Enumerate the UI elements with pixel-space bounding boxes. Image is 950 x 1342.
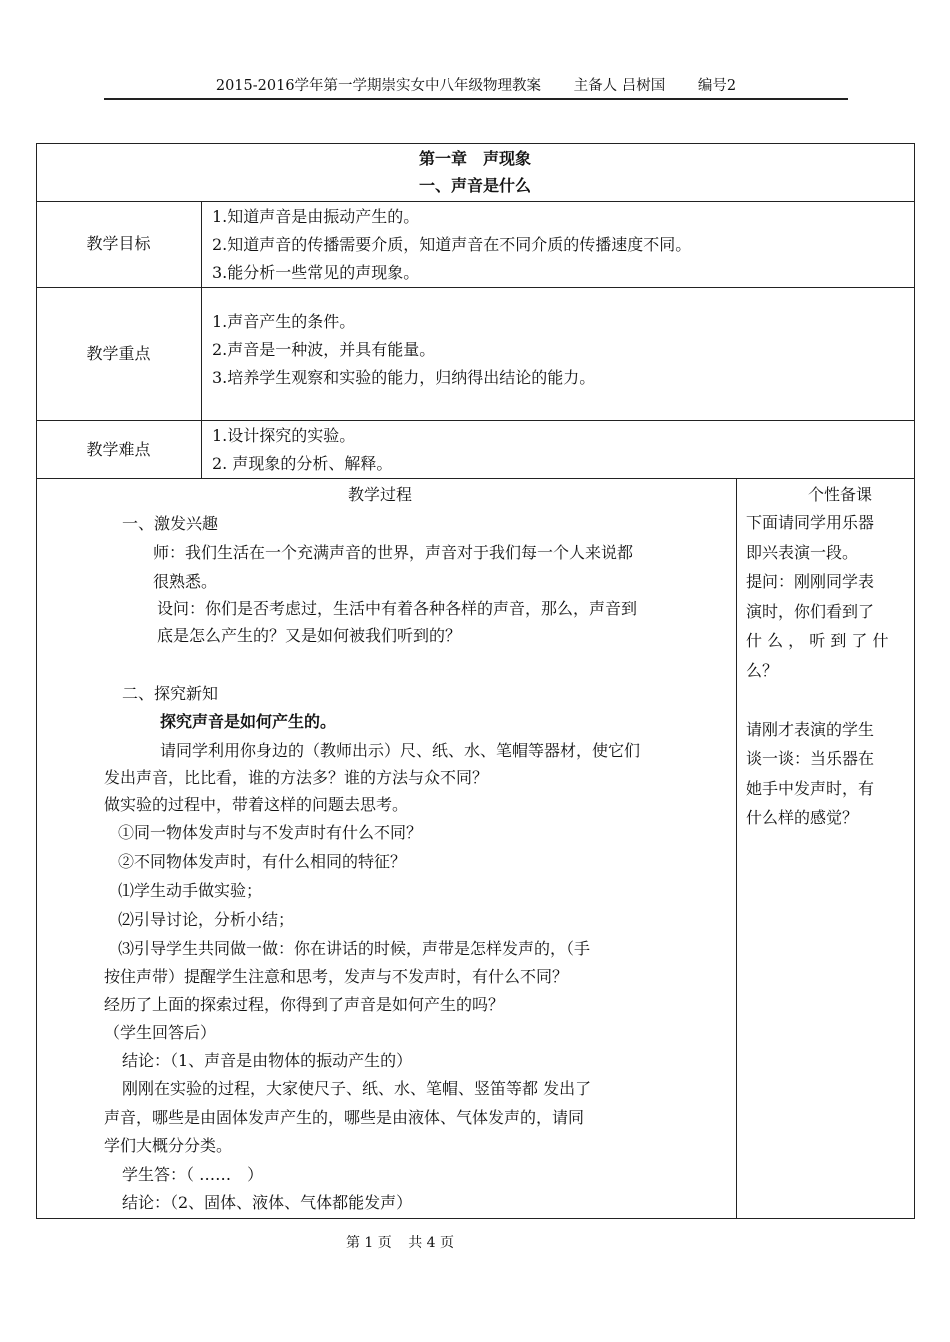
process-line: ⑶引导学生共同做一做：你在讲话的时候，声带是怎样发声的，（手 (118, 939, 591, 958)
process-line: 学生答：（ …… ） (122, 1165, 264, 1184)
lesson-title: 一、声音是什么 (418, 176, 531, 195)
header-number: 编号2 (697, 78, 737, 94)
personal-line: 么？ (746, 660, 779, 680)
personal-line: 演时，你们看到了 (746, 601, 875, 621)
process-subheading (160, 707, 336, 736)
difficulty-item: 2. 声现象的分析、解释。 (212, 454, 393, 473)
process-line: 发出声音，比比看，谁的方法多？谁的方法与众不同？ (104, 768, 489, 787)
difficulties-content (212, 422, 392, 478)
process-line: 按住声带）提醒学生注意和思考，发声与不发声时，有什么不同？ (104, 967, 569, 986)
process-line: 二、探究新知 (122, 684, 219, 703)
process-line: ②不同物体发声时，有什么相同的特征？ (118, 852, 407, 871)
process-line: 很熟悉。 (153, 572, 218, 591)
row-divider (36, 420, 915, 421)
process-line: 刚刚在实验的过程，大家使尺子、纸、水、笔帽、竖笛等都 发出了 (122, 1079, 592, 1098)
goals-label: 教学目标 (86, 234, 151, 253)
process-line: 结论：（2、固体、液体、气体都能发声） (122, 1193, 413, 1212)
page-number: 第 1 页 (345, 1235, 392, 1251)
page-total: 共 4 页 (408, 1235, 455, 1251)
personal-line: 谈一谈：当乐器在 (746, 749, 875, 768)
row-divider (36, 201, 915, 202)
goal-item: 1.知道声音是由振动产生的。 (212, 207, 420, 226)
row-divider (36, 478, 915, 479)
header-title: 2015-2016学年第一学期崇实女中八年级物理教案 (215, 78, 542, 94)
difficulties-label: 教学难点 (86, 440, 151, 459)
key-points-content (212, 308, 595, 392)
personal-line: 即兴表演一段。 (746, 542, 859, 562)
difficulty-item: 1.设计探究的实验。 (212, 426, 356, 445)
goal-item: 2.知道声音的传播需要介质，知道声音在不同介质的传播速度不同。 (212, 235, 692, 254)
process-line: （学生回答后） (104, 1023, 217, 1042)
personal-line: 请刚才表演的学生 (746, 719, 875, 739)
key-point-item: 3.培养学生观察和实验的能力，归纳得出结论的能力。 (212, 368, 596, 387)
column-divider (201, 201, 202, 478)
process-line: 结论：（1、声音是由物体的振动产生的） (122, 1051, 413, 1070)
personal-line: 她手中发声时，有 (746, 778, 875, 798)
key-point-item: 2.声音是一种波，并具有能量。 (212, 340, 436, 359)
process-line: 学们大概分分类。 (104, 1136, 233, 1155)
process-line: 设问：你们是否考虑过，生活中有着各种各样的声音，那么，声音到 (157, 599, 638, 618)
process-line: 声音，哪些是由固体发声产生的，哪些是由液体、气体发声的，请同 (104, 1108, 585, 1127)
personal-header: 个性备课 (808, 485, 873, 504)
goals-content (212, 203, 691, 287)
personal-notes (746, 508, 906, 833)
page-footer (0, 1232, 800, 1252)
personal-line: 什么样的感觉？ (746, 808, 859, 827)
page-header (104, 76, 848, 100)
row-divider (36, 287, 915, 288)
goal-item: 3.能分析一些常见的声现象。 (212, 263, 420, 282)
process-line: 底是怎么产生的？又是如何被我们听到的？ (157, 626, 462, 645)
key-point-item: 1.声音产生的条件。 (212, 312, 356, 331)
personal-line: 什 么 ， 听 到 了 什 (746, 631, 889, 650)
process-subheading-text: 探究声音是如何产生的。 (160, 712, 337, 731)
process-line: 经历了上面的探索过程，你得到了声音是如何产生的吗？ (104, 995, 505, 1014)
process-line: ⑴学生动手做实验； (118, 881, 263, 900)
chapter-title: 第一章 声现象 (418, 149, 531, 168)
process-line: 师：我们生活在一个充满声音的世界，声音对于我们每一个人来说都 (153, 543, 634, 562)
process-line: 一、激发兴趣 (122, 514, 219, 533)
process-header: 教学过程 (348, 485, 413, 504)
process-line: ①同一物体发声时与不发声时有什么不同？ (118, 823, 423, 842)
process-line: 做实验的过程中，带着这样的问题去思考。 (104, 795, 409, 814)
column-divider (736, 478, 737, 1219)
key-points-label: 教学重点 (86, 344, 151, 363)
process-line: 请同学利用你身边的（教师出示）尺、纸、水、笔帽等器材，使它们 (160, 741, 641, 760)
personal-line: 提问：刚刚同学表 (746, 572, 875, 591)
header-preparer: 主备人 吕树国 (573, 78, 666, 94)
personal-spacer (746, 685, 906, 715)
personal-line: 下面请同学用乐器 (746, 513, 875, 532)
process-line: ⑵引导讨论，分析小结； (118, 910, 295, 929)
